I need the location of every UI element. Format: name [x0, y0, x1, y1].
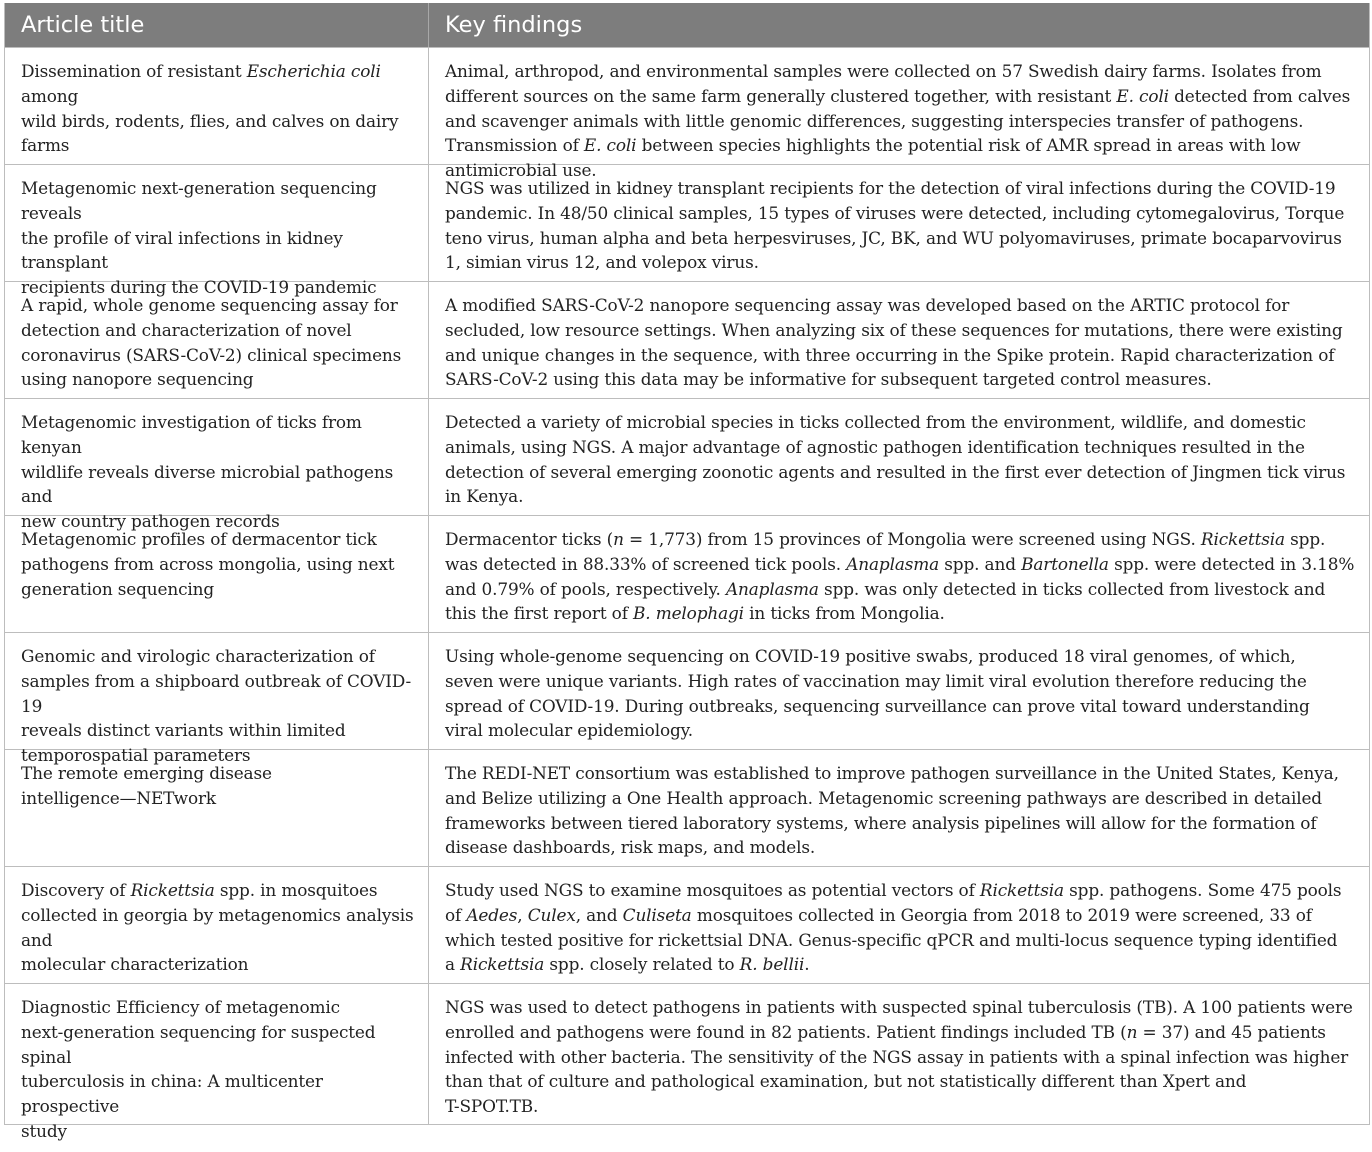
table-row [5, 749, 1369, 866]
table-header [5, 3, 1369, 47]
key-findings-text: NGS was used to detect pathogens in patients with suspected spinal tuberculosis (TB). A 100 patients were enrolled and pathogens were found in 82 patients. Patient findings included TB (n = 37) and 45 patients infected with other bacteria. The sensitivity of the NGS assay in patients with a spinal infection was higher than that of culture and pathological examination, but not statistically different than Xpert and T-SPOT.TB. [445, 997, 1353, 1117]
article-title-text: Dissemination of resistant Escherichia coli among wild birds, rodents, flies, and calves on dairy farms [21, 61, 399, 156]
article-title-text: A rapid, whole genome sequencing assay for detection and characterization of novel coronavirus (SARS-CoV-2) clinical specimens using nanopore sequencing [21, 295, 402, 390]
key-findings-cell [429, 984, 1369, 1124]
key-findings-cell [429, 399, 1369, 515]
article-title-cell [5, 867, 429, 983]
header-key-findings: Key findings [445, 12, 583, 38]
key-findings-cell [429, 633, 1369, 749]
table-row [5, 281, 1369, 398]
article-title-text: Metagenomic next-generation sequencing reveals the profile of viral infections in kidney transplant recipients during the COVID-19 pandemic [21, 178, 377, 298]
key-findings-text: The REDI-NET consortium was established to improve pathogen surveillance in the United States, Kenya, and Belize utilizing a One Health approach. Metagenomic screening pathways are described in detailed frameworks between tiered laboratory systems, where analysis pipelines will allow for the formation of disease dashboards, risk maps, and models. [445, 763, 1339, 858]
key-findings-text: NGS was utilized in kidney transplant recipients for the detection of viral infections during the COVID-19 pandemic. In 48/50 clinical samples, 15 types of viruses were detected, including cytomegalovirus, Torque teno virus, human alpha and beta herpesviruses, JC, BK, and WU polyomaviruses, primate bocaparvovirus 1, simian virus 12, and volepox virus. [445, 178, 1345, 273]
table-row [5, 632, 1369, 766]
article-title-text: The remote emerging disease intelligence—NETwork [21, 763, 272, 808]
header-article-title: Article title [5, 3, 429, 47]
key-findings-text: A modified SARS-CoV-2 nanopore sequencing assay was developed based on the ARTIC protocol for secluded, low resource settings. When analyzing six of these sequences for mutations, there were existing and unique changes in the sequence, with three occurring in the Spike protein. Rapid characterization of SARS-CoV-2 using this data may be informative for subsequent targeted control measures. [445, 295, 1343, 390]
key-findings-cell [429, 750, 1369, 866]
key-findings-cell [429, 48, 1369, 181]
article-title-cell [5, 750, 429, 866]
article-title-text: Genomic and virologic characterization of samples from a shipboard outbreak of COVID-19 reveals distinct variants within limited temporospatial parameters [21, 646, 412, 766]
article-title-cell [5, 165, 429, 298]
table-row [5, 866, 1369, 983]
key-findings-cell [429, 282, 1369, 398]
table-row [5, 47, 1369, 181]
key-findings-cell [429, 165, 1369, 281]
article-title-text: Discovery of Rickettsia spp. in mosquitoes collected in georgia by metagenomics analysis and molecular characterization [21, 880, 414, 975]
article-title-cell [5, 516, 429, 632]
article-title-cell [5, 282, 429, 398]
article-title-text: Metagenomic profiles of dermacentor tick pathogens from across mongolia, using next generation sequencing [21, 529, 395, 599]
article-findings-table [4, 3, 1370, 1141]
key-findings-text: Detected a variety of microbial species in ticks collected from the environment, wildlife, and domestic animals, using NGS. A major advantage of agnostic pathogen identification techniques resulted in the detection of several emerging zoonotic agents and resulted in the first ever detection of Jingmen tick virus in Kenya. [445, 412, 1346, 507]
article-title-cell [5, 633, 429, 766]
key-findings-cell [429, 867, 1369, 983]
article-title-text: Metagenomic investigation of ticks from kenyan wildlife reveals diverse microbial pathogens and new country pathogen records [21, 412, 394, 532]
article-title-cell [5, 984, 429, 1141]
key-findings-text: Animal, arthropod, and environmental samples were collected on 57 Swedish dairy farms. Isolates from different sources on the same farm generally clustered together, with resistant E. coli detected from calves and scavenger animals with little genomic differences, suggesting interspecies transfer of pathogens. Transmission of E. coli between species highlights the potential risk of AMR spread in areas with low antimicrobial use. [445, 61, 1351, 181]
table-row [5, 398, 1369, 532]
article-title-cell [5, 48, 429, 164]
key-findings-text: Using whole-genome sequencing on COVID-19 positive swabs, produced 18 viral genomes, of which, seven were unique variants. High rates of vaccination may limit viral evolution therefore reducing the spread of COVID-19. During outbreaks, sequencing surveillance can prove vital toward understanding viral molecular epidemiology. [445, 646, 1310, 741]
table-row [5, 164, 1369, 298]
article-title-cell [5, 399, 429, 532]
table-row [5, 515, 1369, 632]
article-title-text: Diagnostic Efficiency of metagenomic next-generation sequencing for suspected spinal tuberculosis in china: A multicenter prospective study [21, 997, 376, 1141]
key-findings-text: Dermacentor ticks (n = 1,773) from 15 provinces of Mongolia were screened using NGS. Rickettsia spp. was detected in 88.33% of screened tick pools. Anaplasma spp. and Bartonella spp. were detected in 3.18% and 0.79% of pools, respectively. Anaplasma spp. was only detected in ticks collected from livestock and this the first report of B. melophagi in ticks from Mongolia. [445, 529, 1355, 624]
table-row [5, 983, 1369, 1141]
key-findings-cell [429, 516, 1369, 632]
key-findings-text: Study used NGS to examine mosquitoes as potential vectors of Rickettsia spp. pathogens. Some 475 pools of Aedes, Culex, and Culiseta mosquitoes collected in Georgia from 2018 to 2019 were screened, 33 of which tested positive for rickettsial DNA. Genus-specific qPCR and multi-locus sequence typing identified a Rickettsia spp. closely related to R. bellii. [445, 880, 1342, 975]
